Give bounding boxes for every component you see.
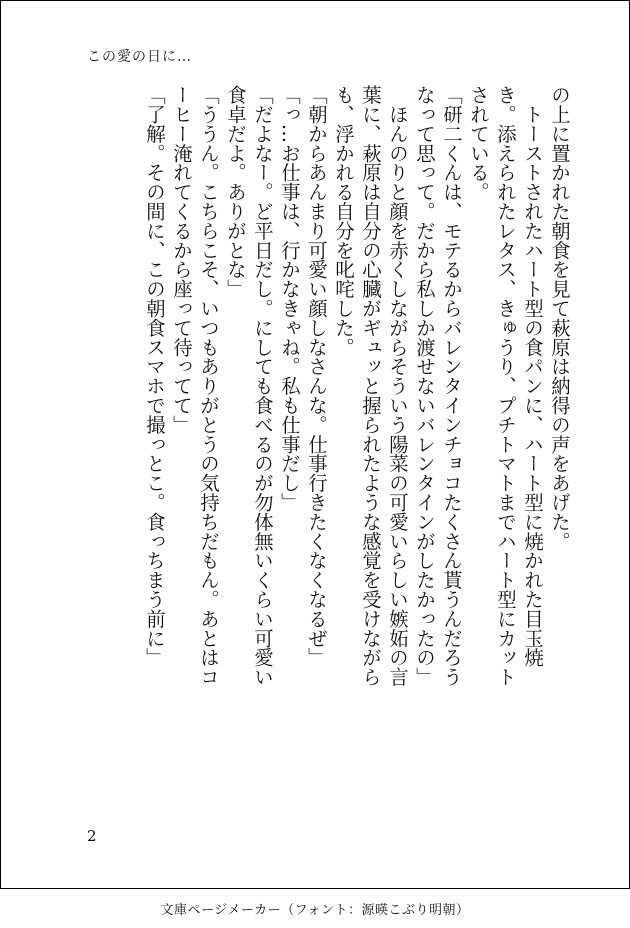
paragraph: ほんのりと顔を赤くしながらそういう陽菜の可愛いらしい嫉妬の言葉に、萩原は自分の心臓がギュッと握られたような感覚を受けながらも、浮かれる自分を叱咤した。 [332,85,409,687]
page-number: 2 [87,827,97,845]
paragraph: の上に置かれた朝食を見て萩原は納得の声をあげた。 [548,85,571,551]
footer-credit: 文庫ページメーカー（フォント：源暎こぶり明朝） [160,903,470,918]
paragraph: 「朝からあんまり可愛い顔しなさんな。仕事行きたくなくなるぜ」 [305,85,328,667]
vertical-body-text [53,85,573,705]
running-header-title: この愛の日に… [87,49,192,65]
paragraph: 「了解。その間に、この朝食スマホで撮っとこ。食っちまう前に」 [143,85,166,667]
paragraph: 「っ…お仕事は、行かなきゃね。私も仕事だし」 [278,85,301,512]
paragraph: 「だよなー。ど平日だし。にしても食べるのが勿体無いくらい可愛い食卓だよ。ありがとな」 [224,85,274,687]
paragraph: 「ううん。こちらこそ、いつもありがとうの気持ちだもん。あとはコーヒー淹れてくるから座って待ってて」 [170,85,220,687]
paragraph: 「研二くんは、モテるからバレンタインチョコたくさん貰うんだろうなって思って。だから私しか渡せないバレンタインがしたかったの」 [413,85,463,687]
paragraph: トーストされたハート型の食パンに、ハート型に焼かれた目玉焼き。添えられたレタス、きゅうり、プチトマトまでハート型にカットされている。 [467,85,544,687]
